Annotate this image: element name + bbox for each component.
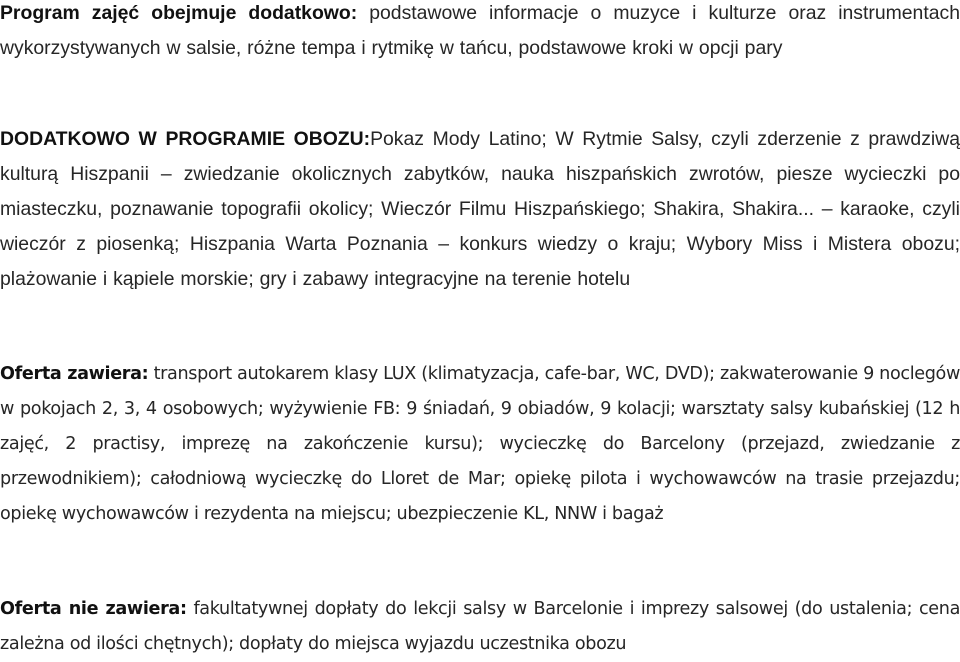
extras-heading: DODATKOWO W PROGRAMIE OBOZU: [0, 128, 371, 150]
extras-text: Pokaz Mody Latino; W Rytmie Salsy, czyli zderzenie z prawdziwą kulturą Hiszpanii – zwiedzanie okolicznych zabytków, nauka hiszpańskich zwrotów, piesze wycieczki po miasteczku, poznawanie topografii okolicy; Wieczór Filmu Hiszpańskiego; Shakira, Shakira... – karaoke, czyli wieczór z piosenką; Hiszpania Warta Poznania – konkurs wiedzy o kraju; Wybory Miss i Mistera obozu; plażowanie i kąpiele morskie; gry i zabawy integracyjne na terenie hotelu [0, 128, 960, 290]
offer-excludes-heading: Oferta nie zawiera: [0, 599, 187, 619]
extras-paragraph [0, 122, 960, 297]
program-text: podstawowe informacje o muzyce i kulturze oraz instrumentach wykorzystywanych w salsie, różne tempa i rytmikę w tańcu, podstawowe kroki w opcji pary [0, 2, 960, 59]
offer-includes-paragraph [0, 357, 960, 532]
offer-includes-heading: Oferta zawiera: [0, 364, 149, 384]
offer-excludes-paragraph [0, 592, 960, 662]
program-heading: Program zajęć obejmuje dodatkowo: [0, 2, 358, 24]
program-paragraph [0, 0, 960, 66]
offer-includes-text: transport autokarem klasy LUX (klimatyzacja, cafe-bar, WC, DVD); zakwaterowanie 9 noclegów w pokojach 2, 3, 4 osobowych; wyżywienie FB: 9 śniadań, 9 obiadów, 9 kolacji; warsztaty salsy kubańskiej (12 h zajęć, 2 practisy, imprezę na zakończenie kursu); wycieczkę do Barcelony (przejazd, zwiedzanie z przewodnikiem); całodniową wycieczkę do Lloret de Mar; opiekę pilota i wychowawców na trasie przejazdu; opiekę wychowawców i rezydenta na miejscu; ubezpieczenie KL, NNW i bagaż [0, 364, 960, 524]
offer-excludes-text: fakultatywnej dopłaty do lekcji salsy w Barcelonie i imprezy salsowej (do ustalenia; cena zależna od ilości chętnych); dopłaty do miejsca wyjazdu uczestnika obozu [0, 599, 960, 654]
